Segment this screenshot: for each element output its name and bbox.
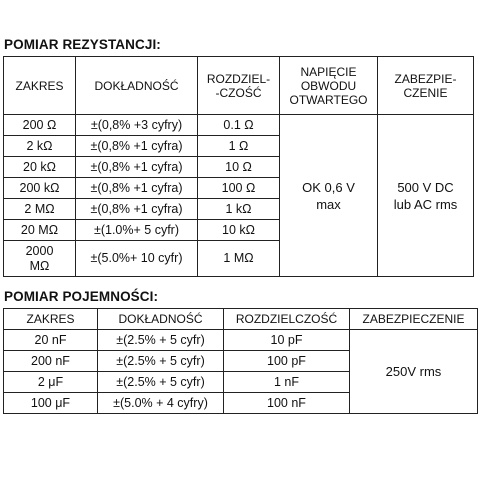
header-accuracy: DOKŁADNOŚĆ	[76, 57, 198, 115]
resolution-cell: 100 nF	[224, 393, 350, 414]
capacitance-table	[3, 308, 478, 414]
resolution-cell: 1 nF	[224, 372, 350, 393]
resistance-section-title: POMIAR REZYSTANCJI:	[4, 37, 161, 52]
accuracy-cell: ±(0,8% +1 cyfra)	[76, 136, 198, 157]
range-cell: 200 kΩ	[4, 178, 76, 199]
header-protection: ZABEZPIE- CZENIE	[378, 57, 474, 115]
range-cell: 2 kΩ	[4, 136, 76, 157]
accuracy-cell: ±(2.5% + 5 cyfr)	[98, 330, 224, 351]
accuracy-cell: ±(5.0%+ 10 cyfr)	[76, 241, 198, 277]
resolution-cell: 1 MΩ	[198, 241, 280, 277]
accuracy-cell: ±(0,8% +3 cyfry)	[76, 115, 198, 136]
range-cell: 200 Ω	[4, 115, 76, 136]
resolution-cell: 0.1 Ω	[198, 115, 280, 136]
protection-cell: 250V rms	[350, 330, 478, 414]
accuracy-cell: ±(2.5% + 5 cyfr)	[98, 372, 224, 393]
resolution-cell: 100 Ω	[198, 178, 280, 199]
resolution-cell: 1 kΩ	[198, 199, 280, 220]
header-resolution: ROZDZIELCZOŚĆ	[224, 309, 350, 330]
resolution-cell: 1 Ω	[198, 136, 280, 157]
resolution-cell: 100 pF	[224, 351, 350, 372]
header-accuracy: DOKŁADNOŚĆ	[98, 309, 224, 330]
resolution-cell: 10 Ω	[198, 157, 280, 178]
resolution-cell: 10 pF	[224, 330, 350, 351]
resistance-table	[3, 56, 474, 277]
capacitance-row	[4, 330, 478, 351]
resistance-row	[4, 115, 474, 136]
resistance-header-row	[4, 57, 474, 115]
range-cell: 20 kΩ	[4, 157, 76, 178]
header-resolution: ROZDZIEL- -CZOŚĆ	[198, 57, 280, 115]
accuracy-cell: ±(0,8% +1 cyfra)	[76, 157, 198, 178]
capacitance-section-title: POMIAR POJEMNOŚCI:	[4, 289, 159, 304]
protection-cell: 500 V DC lub AC rms	[378, 115, 474, 277]
accuracy-cell: ±(1.0%+ 5 cyfr)	[76, 220, 198, 241]
capacitance-header-row	[4, 309, 478, 330]
accuracy-cell: ±(5.0% + 4 cyfry)	[98, 393, 224, 414]
range-cell: 2000 MΩ	[4, 241, 76, 277]
header-range: ZAKRES	[4, 57, 76, 115]
open-circuit-voltage-cell: OK 0,6 V max	[280, 115, 378, 277]
range-cell: 2 μF	[4, 372, 98, 393]
range-cell: 200 nF	[4, 351, 98, 372]
range-cell: 2 MΩ	[4, 199, 76, 220]
range-cell: 20 MΩ	[4, 220, 76, 241]
range-cell: 20 nF	[4, 330, 98, 351]
accuracy-cell: ±(0,8% +1 cyfra)	[76, 199, 198, 220]
resolution-cell: 10 kΩ	[198, 220, 280, 241]
range-cell: 100 μF	[4, 393, 98, 414]
header-range: ZAKRES	[4, 309, 98, 330]
header-open-circuit-voltage: NAPIĘCIE OBWODU OTWARTEGO	[280, 57, 378, 115]
accuracy-cell: ±(2.5% + 5 cyfr)	[98, 351, 224, 372]
accuracy-cell: ±(0,8% +1 cyfra)	[76, 178, 198, 199]
header-protection: ZABEZPIECZENIE	[350, 309, 478, 330]
